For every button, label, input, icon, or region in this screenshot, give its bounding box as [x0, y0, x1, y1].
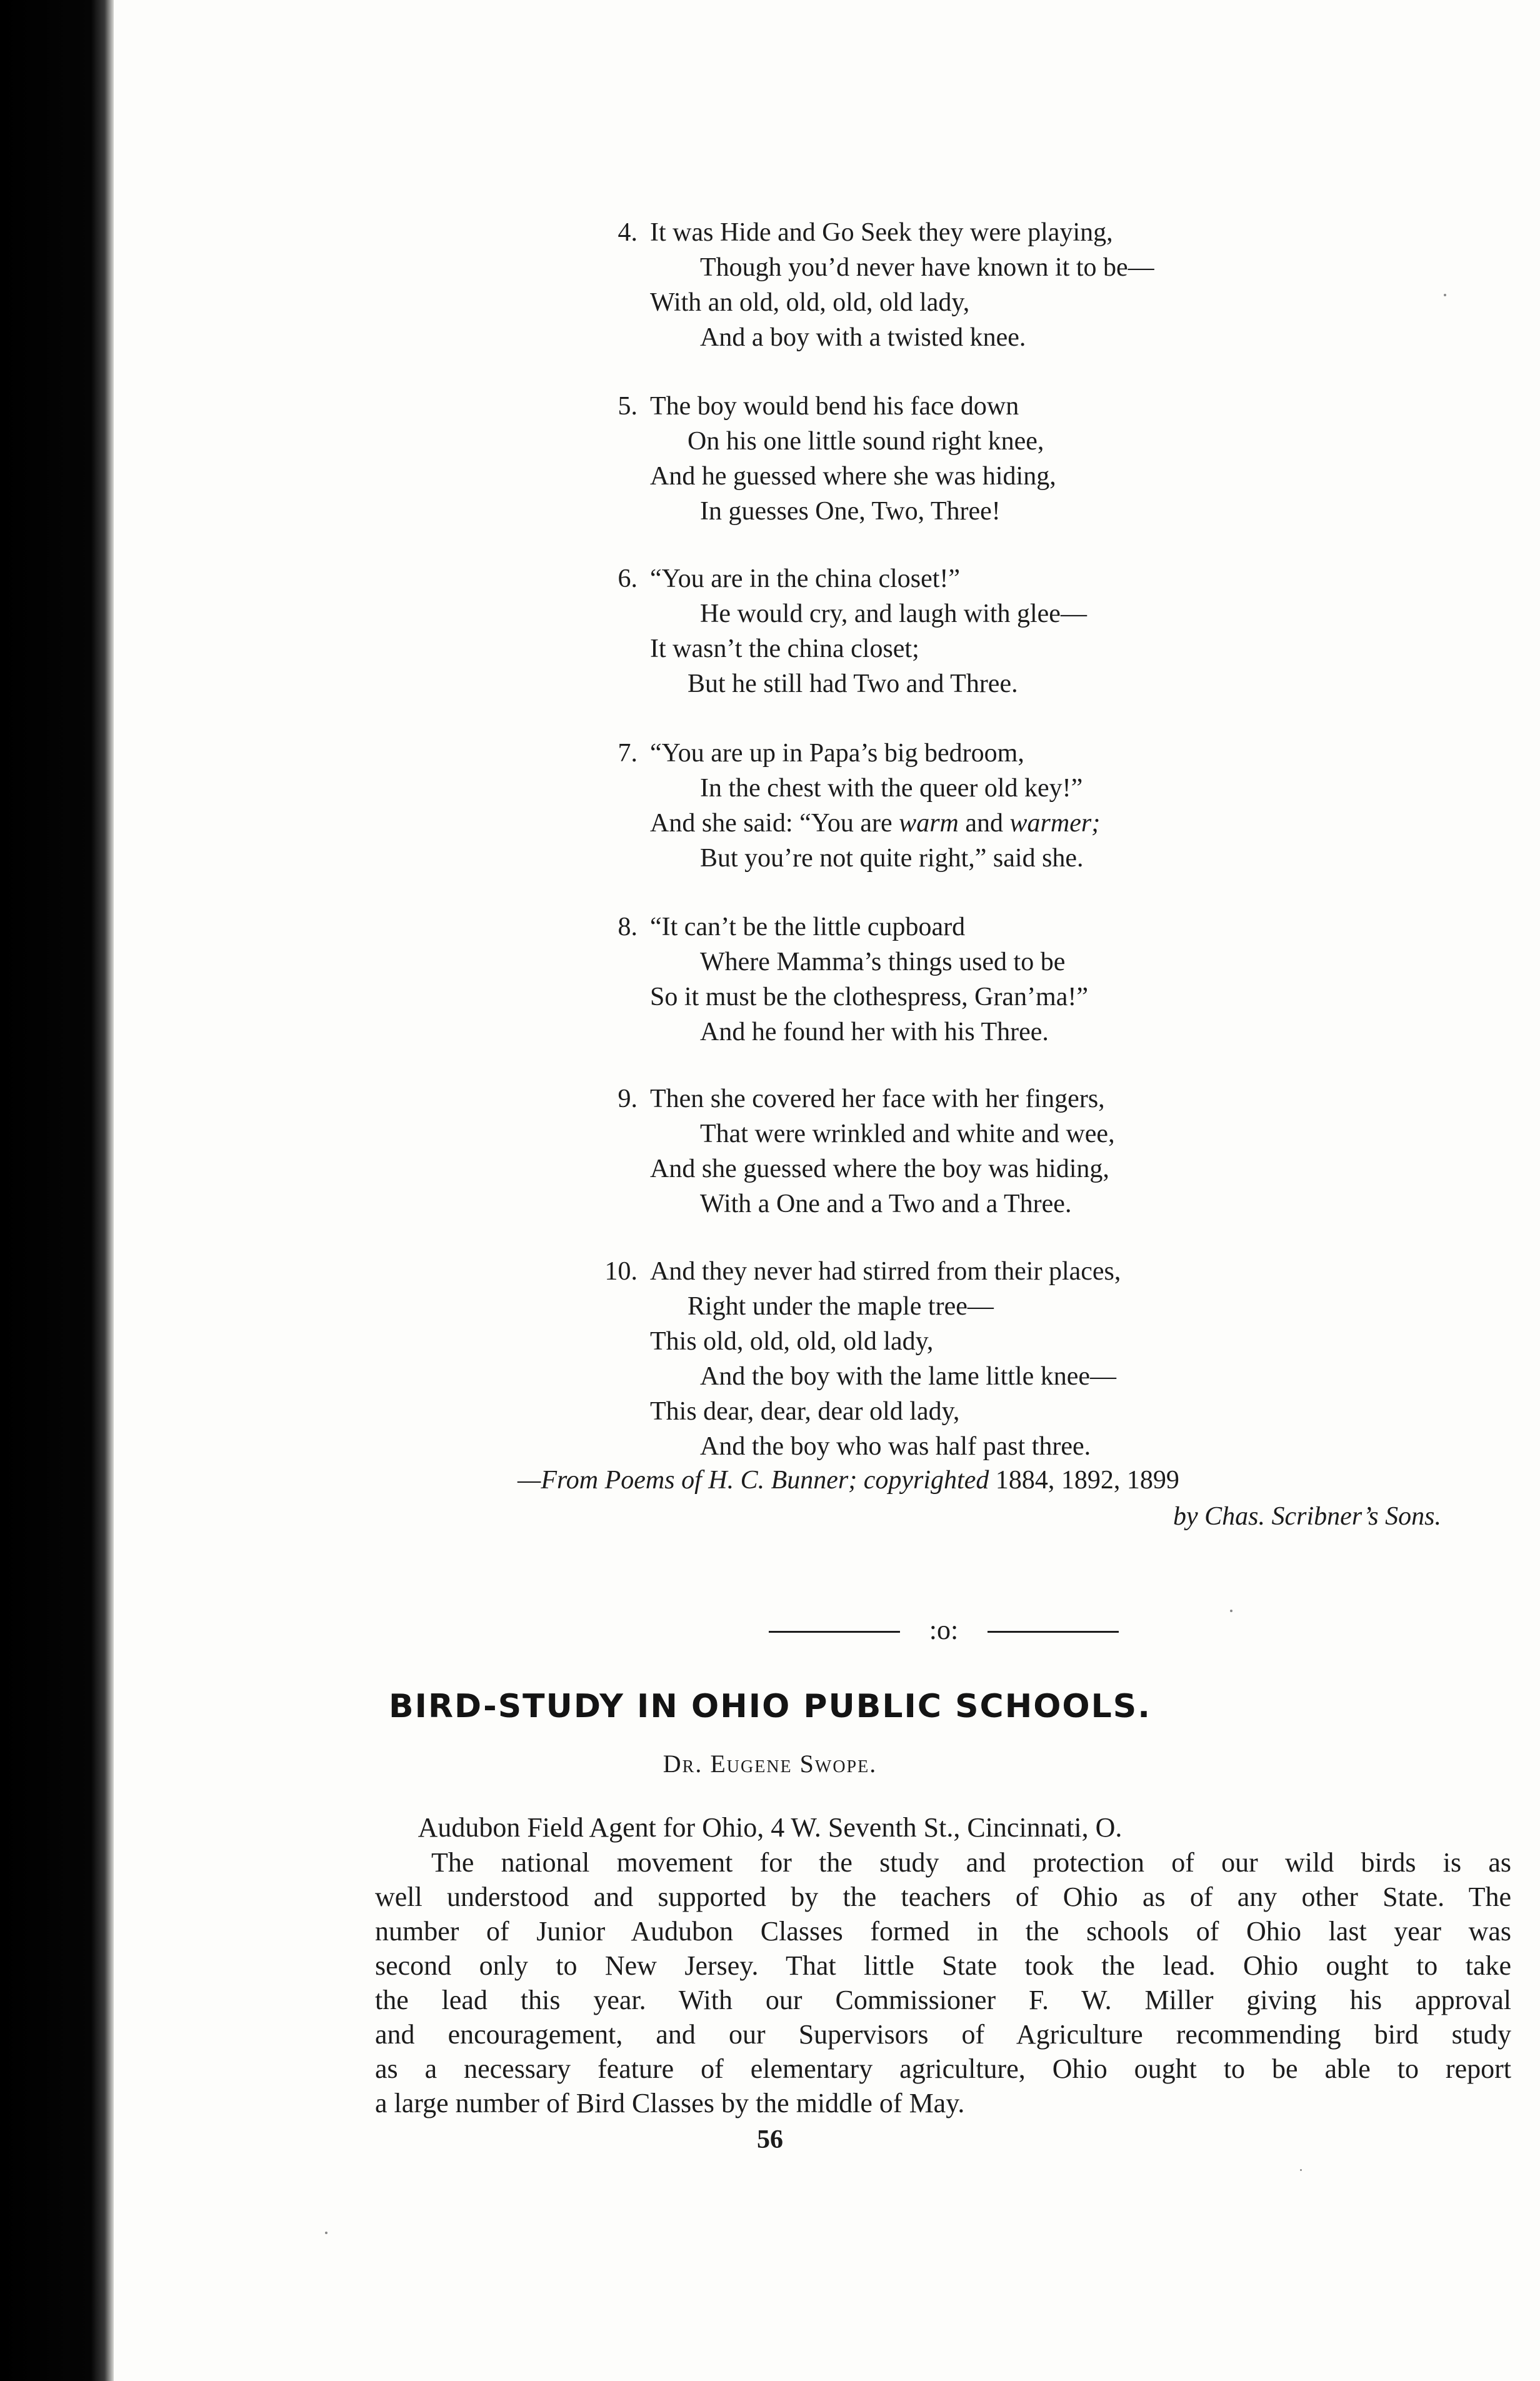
article-paragraph — [375, 1845, 1511, 2120]
article-affiliation: Audubon Field Agent for Ohio, 4 W. Seventh St., Cincinnati, O. — [418, 1812, 1122, 1843]
stanza-number: 10. — [604, 1257, 638, 1286]
verse-line: And he found her with his Three. — [700, 1018, 1049, 1046]
verse-line: It wasn’t the china closet; — [650, 634, 919, 663]
verse-line: So it must be the clothespress, Gran’ma!” — [650, 983, 1088, 1011]
verse-line: That were wrinkled and white and wee, — [700, 1120, 1115, 1148]
divider-mark: :o: — [929, 1615, 959, 1645]
article-author: Dr. Eugene Swope. — [662, 1750, 878, 1778]
verse-line: “It can’t be the little cupboard — [650, 913, 966, 941]
verse-line: And a boy with a twisted knee. — [700, 323, 1026, 352]
verse-line: Though you’d never have known it to be— — [700, 253, 1154, 282]
verse-line: Right under the maple tree— — [688, 1292, 994, 1321]
verse-line: The boy would bend his face down — [650, 392, 1019, 421]
verse-line: But he still had Two and Three. — [688, 669, 1018, 698]
verse-line: In the chest with the queer old key!” — [700, 774, 1083, 803]
scan-binding-edge — [0, 0, 114, 2381]
verse-line: It was Hide and Go Seek they were playing, — [650, 218, 1113, 247]
paragraph-line: the lead this year. With our Commissioner F. W. Miller giving his approval — [375, 1985, 1511, 2015]
scan-speck — [1444, 294, 1446, 296]
verse-line: And the boy who was half past three. — [700, 1432, 1091, 1461]
verse-line: Where Mamma’s things used to be — [700, 948, 1066, 976]
paragraph-line: as a necessary feature of elementary agriculture, Ohio ought to be able to report — [375, 2053, 1511, 2084]
verse-line: And she said: “You are warm and warmer; — [650, 809, 1101, 838]
divider-rule — [988, 1631, 1119, 1633]
paragraph-line: number of Junior Audubon Classes formed in the schools of Ohio last year was — [375, 1916, 1511, 1947]
article-title: BIRD-STUDY IN OHIO PUBLIC SCHOOLS. — [389, 1688, 1151, 1725]
paragraph-line: and encouragement, and our Supervisors of Agriculture recommending bird study — [375, 2019, 1511, 2050]
paragraph-line: The national movement for the study and protection of our wild birds is as — [431, 1847, 1511, 1878]
scan-speck — [1300, 2169, 1302, 2171]
stanza-number: 6. — [618, 564, 638, 593]
verse-line: He would cry, and laugh with glee— — [700, 599, 1087, 628]
stanza-number: 8. — [618, 913, 638, 941]
stanza-number: 9. — [618, 1085, 638, 1113]
verse-line: “You are up in Papa’s big bedroom, — [650, 739, 1024, 768]
verse-line: In guesses One, Two, Three! — [700, 497, 1001, 526]
verse-line: This dear, dear, dear old lady, — [650, 1397, 960, 1426]
stanza-number: 5. — [618, 392, 638, 421]
section-divider — [769, 1612, 1119, 1649]
verse-line: Then she covered her face with her fingers, — [650, 1085, 1105, 1113]
italic-word: warm — [899, 809, 959, 838]
verse-line: But you’re not quite right,” said she. — [700, 844, 1084, 873]
verse-line: And the boy with the lame little knee— — [700, 1362, 1117, 1391]
scan-speck — [1230, 1610, 1232, 1612]
poem-attribution: —From Poems of H. C. Bunner; copyrighted 1884, 1892, 1899 — [518, 1466, 1179, 1495]
verse-line: With a One and a Two and a Three. — [700, 1190, 1072, 1218]
verse-line: And she guessed where the boy was hiding, — [650, 1155, 1109, 1183]
stanza-number: 4. — [618, 218, 638, 247]
verse-line: “You are in the china closet!” — [650, 564, 961, 593]
verse-line: With an old, old, old, old lady, — [650, 288, 970, 317]
verse-line: This old, old, old, old lady, — [650, 1327, 934, 1356]
paragraph-line: a large number of Bird Classes by the middle of May. — [375, 2088, 965, 2118]
verse-line: On his one little sound right knee, — [688, 427, 1044, 456]
scan-speck — [325, 2232, 328, 2234]
verse-line: And they never had stirred from their places, — [650, 1257, 1121, 1286]
italic-word: warmer; — [1009, 809, 1101, 838]
paragraph-line: second only to New Jersey. That little State took the lead. Ohio ought to take — [375, 1950, 1511, 1981]
verse-line: And he guessed where she was hiding, — [650, 462, 1056, 491]
page-number: 56 — [757, 2125, 783, 2154]
paragraph-line: well understood and supported by the teachers of Ohio as of any other State. The — [375, 1882, 1511, 1912]
poem-attribution-publisher: by Chas. Scribner’s Sons. — [1173, 1502, 1441, 1531]
stanza-number: 7. — [618, 739, 638, 768]
